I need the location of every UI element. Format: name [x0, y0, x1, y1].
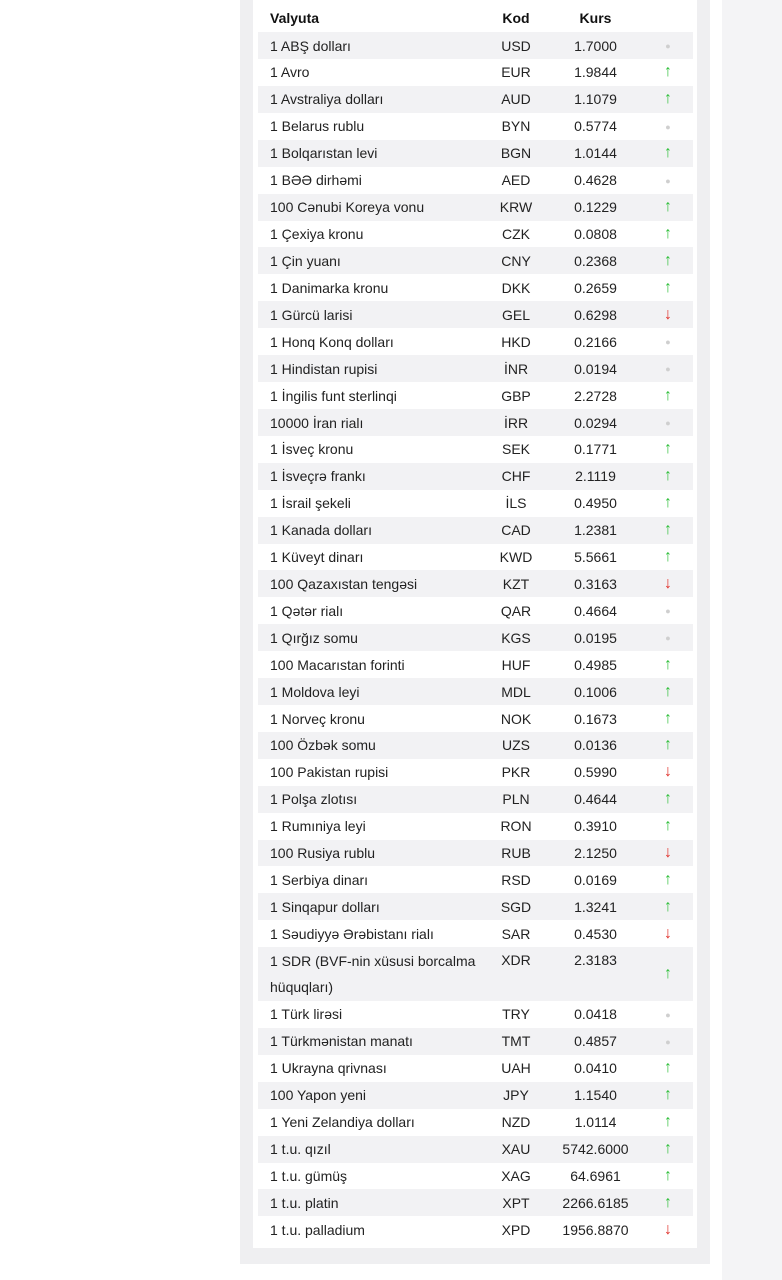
table-row [258, 813, 693, 840]
currency-code: RON [500, 818, 532, 835]
table-row [258, 86, 693, 113]
table-row [258, 570, 693, 597]
trend-cell [643, 247, 693, 274]
table-row [258, 436, 693, 463]
exchange-rate: 1.0114 [574, 1114, 617, 1131]
dot-icon: ● [665, 1009, 671, 1020]
exchange-rate: 0.0294 [574, 414, 617, 431]
arrow-up-icon: ↑ [664, 1140, 672, 1158]
table-row [258, 1189, 693, 1216]
table-row [258, 544, 693, 571]
arrow-up-icon: ↑ [664, 386, 672, 404]
currency-code: İLS [505, 495, 527, 512]
currency-code: PLN [502, 791, 530, 808]
table-row [258, 678, 693, 705]
exchange-rate: 0.2368 [574, 252, 617, 269]
table-row [258, 759, 693, 786]
trend-cell [643, 517, 693, 544]
currency-name: 100 Cənubi Koreya vonu [270, 199, 425, 216]
currency-code: USD [501, 37, 531, 54]
right-side-strip [722, 0, 782, 1280]
exchange-rate: 0.6298 [574, 306, 617, 323]
exchange-rate: 0.4628 [574, 172, 617, 189]
arrow-up-icon: ↑ [664, 198, 672, 216]
currency-name: 1 Hindistan rupisi [270, 360, 378, 377]
currency-code: KRW [499, 199, 533, 216]
currency-name: 1 İsrail şekeli [270, 495, 351, 512]
table-row [258, 1082, 693, 1109]
currency-name: 1 Çin yuanı [270, 252, 341, 269]
trend-cell [643, 328, 693, 355]
table-row [258, 113, 693, 140]
currency-name: 1 Türkmənistan manatı [270, 1033, 413, 1050]
table-row [258, 893, 693, 920]
trend-cell [643, 409, 693, 436]
exchange-rate: 0.4530 [574, 925, 617, 942]
currency-name: 100 Pakistan rupisi [270, 764, 389, 781]
column-header-currency: Valyuta [270, 10, 320, 26]
table-row [258, 463, 693, 490]
exchange-rate: 0.0169 [574, 871, 617, 888]
table-row [258, 840, 693, 867]
currency-name: 1 Avro [270, 64, 310, 81]
trend-cell [643, 840, 693, 867]
currency-name: 1 t.u. palladium [270, 1221, 365, 1238]
exchange-rate: 0.3163 [574, 575, 617, 592]
currency-name: 1 Yeni Zelandiya dolları [270, 1114, 415, 1131]
currency-name: 1 Belarus rublu [270, 118, 365, 135]
currency-code: BGN [500, 145, 532, 162]
trend-cell [643, 436, 693, 463]
currency-code: PKR [501, 764, 531, 781]
exchange-rate: 1956.8870 [562, 1221, 629, 1238]
arrow-up-icon: ↑ [664, 251, 672, 269]
table-row [258, 920, 693, 947]
table-body [258, 32, 693, 1243]
trend-cell [643, 113, 693, 140]
trend-cell [643, 813, 693, 840]
table-row [258, 409, 693, 436]
arrow-up-icon: ↑ [664, 467, 672, 485]
table-row [258, 301, 693, 328]
currency-name: 1 Honq Konq dolları [270, 333, 394, 350]
currency-name: 1 Gürcü larisi [270, 306, 353, 323]
currency-code: UZS [502, 737, 530, 754]
trend-cell [643, 786, 693, 813]
arrow-up-icon: ↑ [664, 440, 672, 458]
trend-cell [643, 1136, 693, 1163]
exchange-rate: 2.3183 [574, 952, 617, 969]
currency-name: 100 Yapon yeni [270, 1087, 367, 1104]
currency-code: RSD [501, 871, 531, 888]
currency-name: 1 Türk lirəsi [270, 1006, 343, 1023]
exchange-rate: 0.3910 [574, 818, 617, 835]
table-row [258, 247, 693, 274]
arrow-down-icon: ↓ [664, 305, 672, 323]
table-row [258, 1055, 693, 1082]
exchange-rate: 0.5774 [574, 118, 617, 135]
arrow-up-icon: ↑ [664, 521, 672, 539]
currency-name: 1 SDR (BVF-nin xüsusi borcalma hüquqları) [270, 953, 476, 996]
currency-code: XAU [501, 1141, 531, 1158]
arrow-down-icon: ↓ [664, 1220, 672, 1238]
trend-cell [643, 1163, 693, 1190]
currency-code: GBP [501, 387, 531, 404]
dot-icon: ● [665, 364, 671, 375]
currency-code: İNR [503, 360, 529, 377]
exchange-rate: 0.2166 [574, 333, 617, 350]
currency-code: TRY [502, 1006, 530, 1023]
table-row [258, 1028, 693, 1055]
exchange-rate: 0.1771 [574, 441, 617, 458]
arrow-up-icon: ↑ [664, 1059, 672, 1077]
arrow-up-icon: ↑ [664, 870, 672, 888]
exchange-rate: 0.4664 [574, 602, 617, 619]
table-row [258, 705, 693, 732]
exchange-rate: 64.6961 [570, 1167, 621, 1184]
currency-code: RUB [501, 845, 531, 862]
currency-code: CAD [501, 522, 531, 539]
exchange-rate: 0.1673 [574, 710, 617, 727]
table-row [258, 167, 693, 194]
trend-cell [643, 59, 693, 86]
exchange-rate: 1.3241 [574, 898, 617, 915]
currency-rates-table [258, 4, 693, 1243]
currency-name: 1 Qırğız somu [270, 629, 358, 646]
table-row [258, 382, 693, 409]
currency-code: KZT [502, 575, 530, 592]
dot-icon: ● [665, 418, 671, 429]
table-row [258, 1163, 693, 1190]
currency-code: HKD [501, 333, 531, 350]
currency-name: 1 İngilis funt sterlinqi [270, 387, 397, 404]
trend-cell [643, 167, 693, 194]
table-row [258, 624, 693, 651]
table-row [258, 517, 693, 544]
table-row [258, 786, 693, 813]
table-row [258, 328, 693, 355]
trend-cell [643, 274, 693, 301]
currency-code: BYN [501, 118, 531, 135]
exchange-rate: 1.9844 [574, 64, 617, 81]
currency-name: 1 Serbiya dinarı [270, 871, 369, 888]
table-row [258, 140, 693, 167]
currency-name: 100 Macarıstan forinti [270, 656, 405, 673]
currency-name: 10000 İran rialı [270, 414, 364, 431]
arrow-up-icon: ↑ [664, 709, 672, 727]
currency-name: 1 Danimarka kronu [270, 279, 389, 296]
arrow-up-icon: ↑ [664, 817, 672, 835]
dot-icon: ● [665, 1036, 671, 1047]
currency-code: GEL [501, 306, 530, 323]
currency-code: DKK [501, 279, 531, 296]
currency-code: KGS [501, 629, 531, 646]
currency-code: AED [501, 172, 531, 189]
table-row [258, 32, 693, 59]
dot-icon: ● [665, 606, 671, 617]
trend-cell [643, 221, 693, 248]
currency-name: 1 Polşa zlotısı [270, 791, 358, 808]
dot-icon: ● [665, 337, 671, 348]
trend-cell [643, 355, 693, 382]
trend-cell [643, 920, 693, 947]
table-row [258, 651, 693, 678]
trend-cell [643, 624, 693, 651]
trend-cell [643, 1189, 693, 1216]
trend-cell [643, 140, 693, 167]
exchange-rate: 0.0410 [574, 1060, 617, 1077]
arrow-up-icon: ↑ [664, 1166, 672, 1184]
currency-code: EUR [501, 64, 531, 81]
currency-code: CHF [501, 468, 531, 485]
exchange-rate: 0.4857 [574, 1033, 617, 1050]
arrow-up-icon: ↑ [664, 1193, 672, 1211]
currency-code: İRR [503, 414, 529, 431]
currency-name: 1 Norveç kronu [270, 710, 365, 727]
currency-code: TMT [501, 1033, 531, 1050]
currency-name: 1 Sinqapur dolları [270, 898, 380, 915]
trend-cell [643, 732, 693, 759]
exchange-rate: 1.2381 [574, 522, 617, 539]
exchange-rate: 1.7000 [574, 37, 617, 54]
currency-name: 1 Səudiyyə Ərəbistanı rialı [270, 925, 434, 942]
trend-cell [643, 1001, 693, 1028]
table-row [258, 1001, 693, 1028]
dot-icon: ● [665, 175, 671, 186]
currency-code: XPT [502, 1194, 530, 1211]
trend-cell [643, 463, 693, 490]
currency-name: 1 t.u. gümüş [270, 1167, 348, 1184]
table-row [258, 274, 693, 301]
trend-cell [643, 1028, 693, 1055]
arrow-up-icon: ↑ [664, 965, 672, 983]
currency-name: 1 İsveç kronu [270, 441, 354, 458]
currency-code: NZD [501, 1114, 531, 1131]
trend-cell [643, 301, 693, 328]
currency-name: 1 BƏƏ dirhəmi [270, 172, 362, 189]
column-header-trend [643, 4, 693, 32]
currency-name: 1 Avstraliya dolları [270, 91, 384, 108]
table-row [258, 355, 693, 382]
table-row [258, 194, 693, 221]
exchange-rate: 0.0808 [574, 226, 617, 242]
trend-cell [643, 570, 693, 597]
exchange-rate: 0.4950 [574, 495, 617, 512]
currency-name: 1 Küveyt dinarı [270, 549, 364, 566]
exchange-rate: 0.0418 [574, 1006, 617, 1023]
arrow-up-icon: ↑ [664, 63, 672, 81]
trend-cell [643, 1082, 693, 1109]
currency-name: 1 t.u. qızıl [270, 1141, 331, 1158]
dot-icon: ● [665, 633, 671, 644]
table-row [258, 866, 693, 893]
trend-cell [643, 32, 693, 59]
exchange-rate: 0.1229 [574, 199, 617, 216]
trend-cell [643, 490, 693, 517]
arrow-up-icon: ↑ [664, 682, 672, 700]
table-row [258, 490, 693, 517]
currency-code: KWD [499, 549, 533, 566]
trend-cell [643, 597, 693, 624]
table-row [258, 1109, 693, 1136]
currency-code: SGD [500, 898, 532, 915]
currency-code: JPY [503, 1087, 529, 1104]
exchange-rate: 0.0195 [574, 629, 617, 646]
arrow-up-icon: ↑ [664, 225, 672, 242]
exchange-rate: 5742.6000 [562, 1141, 629, 1158]
column-header-code: Kod [502, 10, 530, 26]
trend-cell [643, 651, 693, 678]
arrow-up-icon: ↑ [664, 790, 672, 808]
currency-code: SEK [501, 441, 530, 458]
arrow-up-icon: ↑ [664, 278, 672, 296]
trend-cell [643, 893, 693, 920]
currency-name: 1 Çexiya kronu [270, 226, 364, 242]
exchange-rate: 0.4644 [574, 791, 617, 808]
currency-name: 1 Moldova leyi [270, 683, 360, 700]
trend-cell [643, 544, 693, 571]
trend-cell [643, 1055, 693, 1082]
currency-name: 1 Kanada dolları [270, 522, 372, 539]
currency-code: CZK [502, 226, 530, 242]
dot-icon: ● [665, 121, 671, 132]
table-row [258, 221, 693, 248]
arrow-up-icon: ↑ [664, 1113, 672, 1131]
table-row [258, 59, 693, 86]
trend-cell [643, 866, 693, 893]
currency-code: XPD [501, 1221, 531, 1238]
dot-icon: ● [665, 41, 671, 51]
exchange-rate: 2.1119 [575, 468, 616, 485]
arrow-down-icon: ↓ [664, 924, 672, 942]
exchange-rate: 2.2728 [574, 387, 617, 404]
currency-name: 1 ABŞ dolları [270, 37, 351, 54]
exchange-rate: 0.5990 [574, 764, 617, 781]
currency-code: XDR [501, 952, 531, 969]
currency-name: 100 Rusiya rublu [270, 845, 376, 862]
currency-code: HUF [501, 656, 531, 673]
exchange-rate: 2.1250 [574, 845, 617, 862]
currency-code: NOK [500, 710, 532, 727]
currency-name: 1 Qətər rialı [270, 602, 344, 619]
arrow-up-icon: ↑ [664, 655, 672, 673]
arrow-up-icon: ↑ [664, 144, 672, 162]
table-row [258, 597, 693, 624]
arrow-down-icon: ↓ [664, 844, 672, 862]
arrow-up-icon: ↑ [664, 90, 672, 108]
currency-name: 100 Özbək somu [270, 737, 376, 754]
exchange-rate: 0.0194 [574, 360, 617, 377]
trend-cell [643, 1109, 693, 1136]
exchange-rate: 0.2659 [574, 279, 617, 296]
currency-name: 1 t.u. platin [270, 1194, 339, 1211]
currency-name: 1 İsveçrə frankı [270, 468, 366, 485]
currency-code: QAR [500, 602, 532, 619]
arrow-up-icon: ↑ [664, 548, 672, 566]
exchange-rate: 1.0144 [574, 145, 617, 162]
column-header-rate: Kurs [579, 10, 612, 26]
exchange-rate: 1.1079 [574, 91, 617, 108]
currency-code: MDL [501, 683, 531, 700]
currency-code: AUD [501, 91, 531, 108]
currency-code: UAH [501, 1060, 531, 1077]
table-row [258, 1136, 693, 1163]
trend-cell [643, 86, 693, 113]
trend-cell [643, 382, 693, 409]
exchange-rate: 0.1006 [574, 683, 617, 700]
exchange-rate: 0.4985 [574, 656, 617, 673]
exchange-rate: 5.5661 [574, 549, 617, 566]
arrow-up-icon: ↑ [664, 736, 672, 754]
exchange-rate: 1.1540 [574, 1087, 617, 1104]
trend-cell [643, 1216, 693, 1243]
trend-cell [643, 194, 693, 221]
trend-cell [643, 705, 693, 732]
arrow-up-icon: ↑ [664, 494, 672, 512]
table-row [258, 947, 693, 1001]
table-row [258, 1216, 693, 1243]
trend-cell [643, 759, 693, 786]
exchange-rate: 0.0136 [574, 737, 617, 754]
currency-code: CNY [501, 252, 531, 269]
table-header-row [258, 4, 693, 32]
arrow-up-icon: ↑ [664, 897, 672, 915]
currency-code: SAR [501, 925, 531, 942]
trend-cell [643, 678, 693, 705]
currency-code: XAG [501, 1167, 531, 1184]
currency-name: 1 Ukrayna qrivnası [270, 1060, 387, 1077]
currency-name: 1 Rumıniya leyi [270, 818, 366, 835]
arrow-up-icon: ↑ [664, 1086, 672, 1104]
currency-name: 100 Qazaxıstan tengəsi [270, 575, 418, 592]
arrow-down-icon: ↓ [664, 763, 672, 781]
table-row [258, 732, 693, 759]
trend-cell [643, 947, 693, 1001]
exchange-rate: 2266.6185 [562, 1194, 629, 1211]
currency-name: 1 Bolqarıstan levi [270, 145, 378, 162]
arrow-down-icon: ↓ [664, 574, 672, 592]
